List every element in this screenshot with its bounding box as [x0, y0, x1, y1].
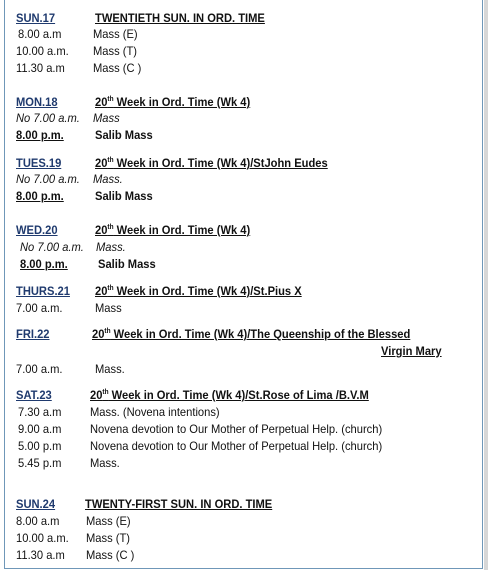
day-title: 20th Week in Ord. Time (Wk 4)/StJohn Eudes	[95, 156, 328, 170]
day-title-continued: Virgin Mary	[381, 344, 442, 358]
day-label: SUN.17	[16, 11, 56, 25]
service: Salib Mass	[95, 128, 153, 142]
service: Mass.	[90, 456, 120, 470]
service: Mass (E)	[93, 27, 138, 41]
day-title: 20th Week in Ord. Time (Wk 4)	[95, 223, 251, 237]
service: Mass.	[93, 172, 123, 186]
service: Salib Mass	[98, 257, 156, 271]
day-label: THURS.21	[16, 284, 70, 298]
service: Novena devotion to Our Mother of Perpetual Help. (church)	[90, 439, 383, 453]
time: 8.00 a.m	[16, 514, 60, 528]
day-title: TWENTIETH SUN. IN ORD. TIME	[95, 11, 265, 25]
day-label: TUES.19	[16, 156, 62, 170]
time: 8.00 p.m.	[16, 128, 64, 142]
time: 9.00 a.m	[18, 422, 62, 436]
day-label: FRI.22	[16, 327, 50, 341]
day-title: 20th Week in Ord. Time (Wk 4)/St.Pius X	[95, 284, 302, 298]
time: 8.00 p.m.	[16, 189, 64, 203]
day-title: 20th Week in Ord. Time (Wk 4)/St.Rose of Lima /B.V.M	[90, 388, 369, 402]
time: 5.45 p.m	[18, 456, 62, 470]
service: Mass	[93, 111, 120, 125]
service: Mass (T)	[93, 44, 138, 58]
time: 11.30 a.m	[16, 548, 65, 562]
service: Mass	[95, 301, 122, 315]
time: No 7.00 a.m.	[20, 240, 84, 254]
service: Mass (C )	[86, 548, 135, 562]
time: 7.00 a.m.	[16, 301, 63, 315]
day-label: SAT.23	[16, 388, 52, 402]
day-title: 20th Week in Ord. Time (Wk 4)	[95, 95, 251, 109]
time: 8.00 p.m.	[20, 257, 68, 271]
service: Mass. (Novena intentions)	[90, 405, 220, 419]
time: No 7.00 a.m.	[16, 111, 80, 125]
service: Novena devotion to Our Mother of Perpetual Help. (church)	[90, 422, 383, 436]
day-label: SUN.24	[16, 497, 56, 511]
time: 5.00 p.m	[18, 439, 62, 453]
time: 7.00 a.m.	[16, 362, 63, 376]
service: Mass (E)	[86, 514, 131, 528]
service: Mass (T)	[86, 531, 131, 545]
day-label: MON.18	[16, 95, 58, 109]
service: Mass.	[95, 362, 125, 376]
time: 10.00 a.m.	[16, 44, 69, 58]
time: 10.00 a.m.	[16, 531, 69, 545]
time: No 7.00 a.m.	[16, 172, 80, 186]
service: Mass (C )	[93, 61, 142, 75]
time: 7.30 a.m	[18, 405, 62, 419]
page-edge	[484, 0, 488, 570]
day-title: 20th Week in Ord. Time (Wk 4)/The Queenship of the Blessed	[92, 327, 411, 341]
day-label: WED.20	[16, 223, 58, 237]
day-title: TWENTY-FIRST SUN. IN ORD. TIME	[85, 497, 273, 511]
time: 8.00 a.m	[18, 27, 62, 41]
service: Mass.	[96, 240, 126, 254]
service: Salib Mass	[95, 189, 153, 203]
time: 11.30 a.m	[16, 61, 65, 75]
